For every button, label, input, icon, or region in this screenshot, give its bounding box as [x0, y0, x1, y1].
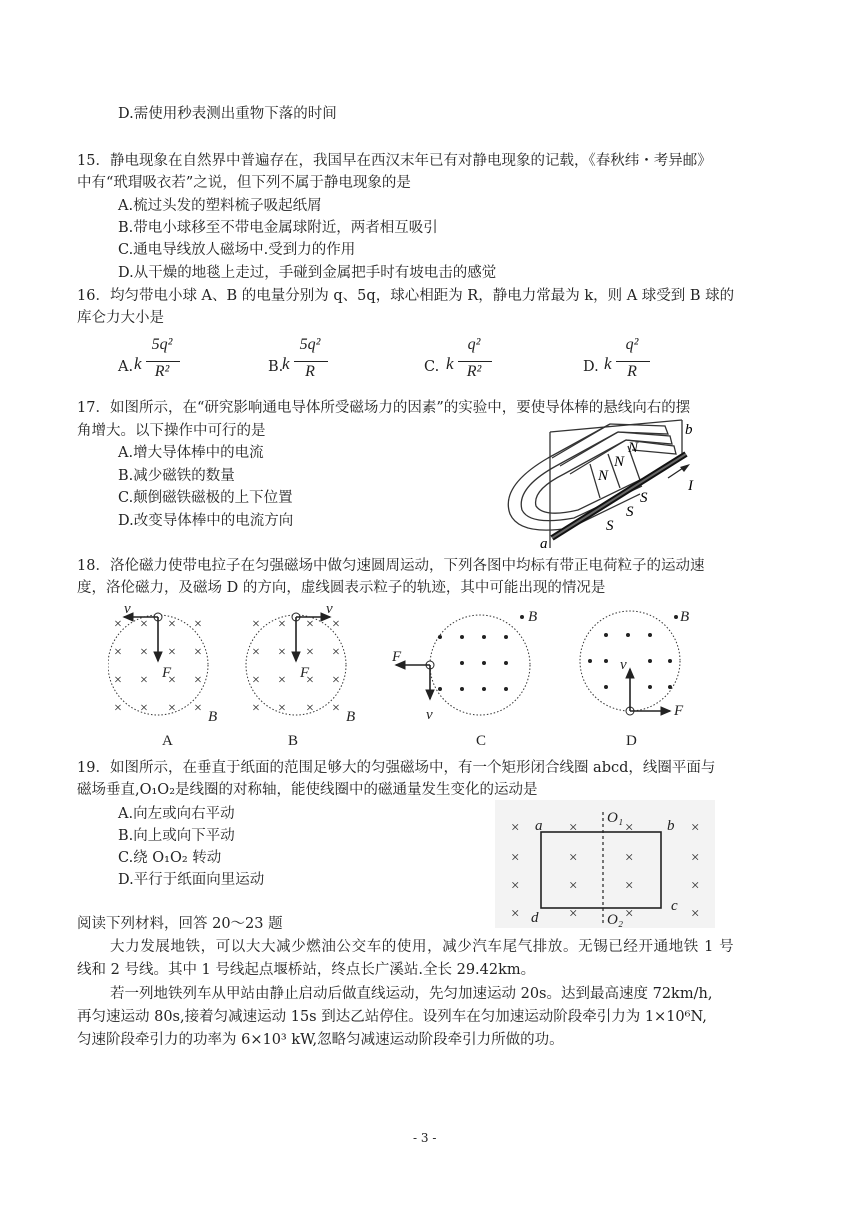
- numerator: q²: [625, 336, 639, 353]
- svg-text:×: ×: [511, 820, 520, 836]
- reading-paragraph2-line2: 再匀速运动 80s,接着匀减速运动 15s 到达乙站停住。设列车在匀加速运动阶段牵引力为 1×10⁶N,: [77, 1009, 707, 1025]
- magnet-label-s1: S: [640, 490, 648, 506]
- svg-text:×: ×: [168, 617, 176, 632]
- figure-caption: B: [288, 733, 299, 749]
- q17-stem-line1: 17．如图所示，在“研究影响通电导体所受磁场力的因素”的实验中，要使导体棒的悬线向右的摆: [77, 400, 691, 416]
- axis-label-o2: O₂: [607, 912, 624, 928]
- svg-text:×: ×: [625, 906, 634, 922]
- magnet-label-s2: S: [626, 504, 634, 520]
- denominator: R: [627, 363, 637, 380]
- q19-option-a: A.向左或向右平动: [118, 806, 235, 822]
- current-label: I: [688, 478, 693, 494]
- svg-text:×: ×: [194, 673, 202, 688]
- svg-text:×: ×: [168, 645, 176, 660]
- q18-stem-line1: 18．洛伦磁力使带电拉子在匀强磁场中做匀速圆周运动，下列各图中均标有带正电荷粒子的运动速: [77, 558, 705, 574]
- svg-text:×: ×: [691, 820, 700, 836]
- force-label: F: [674, 703, 684, 719]
- reading-intro: 阅读下列材料，回答 20～23 题: [77, 916, 283, 932]
- corner-a: a: [535, 818, 543, 834]
- q15-option-c: C.通电导线放人磁场中.受到力的作用: [118, 242, 356, 258]
- q18-figure-d: [580, 609, 689, 749]
- numerator: q²: [467, 336, 481, 353]
- q16-stem-line2: 库仑力大小是: [77, 310, 164, 326]
- numerator: 5q²: [299, 336, 321, 353]
- q18-stem-line2: 度，洛伦磁力，及磁场 D 的方向，虚线圆表示粒子的轨迹，其中可能出现的情况是: [77, 580, 606, 596]
- force-label: F: [300, 665, 310, 681]
- svg-text:×: ×: [625, 878, 634, 894]
- q19-option-c: C.绕 O₁O₂ 转动: [118, 850, 222, 866]
- svg-text:×: ×: [691, 906, 700, 922]
- velocity-label: v: [426, 707, 433, 723]
- q17-option-a: A.增大导体棒中的电流: [118, 445, 264, 461]
- svg-text:×: ×: [194, 645, 202, 660]
- svg-text:×: ×: [569, 878, 578, 894]
- svg-text:×: ×: [625, 850, 634, 866]
- svg-text:×: ×: [278, 673, 286, 688]
- numerator: 5q²: [151, 336, 173, 353]
- magnet-label-n3: N: [598, 468, 609, 484]
- svg-text:×: ×: [625, 820, 634, 836]
- field-label: B: [680, 609, 690, 625]
- axis-label-o1: O₁: [607, 810, 624, 826]
- force-label: F: [162, 665, 172, 681]
- svg-text:×: ×: [511, 906, 520, 922]
- q16-option-d-label: D.: [583, 359, 599, 375]
- svg-text:×: ×: [332, 673, 340, 688]
- corner-d: d: [531, 910, 539, 926]
- svg-text:×: ×: [511, 878, 520, 894]
- svg-text:×: ×: [278, 645, 286, 660]
- svg-text:×: ×: [306, 701, 314, 716]
- q15-option-b: B.带电小球移至不带电金属球附近，两者相互吸引: [118, 220, 438, 236]
- q18-figure-b: [246, 603, 355, 749]
- corner-b: b: [667, 818, 675, 834]
- svg-text:×: ×: [306, 645, 314, 660]
- q19-coil-figure: [495, 800, 715, 928]
- reading-paragraph2-line1: 若一列地铁列车从甲站由静止启动后做直线运动，先匀加速运动 20s。达到最高速度 72km/h,: [110, 986, 713, 1002]
- q18-figure-c: [391, 609, 537, 749]
- svg-text:×: ×: [691, 878, 700, 894]
- svg-text:×: ×: [194, 617, 202, 632]
- velocity-label: v: [326, 603, 333, 617]
- coulomb-constant: k: [282, 354, 290, 373]
- magnet-label-n1: N: [628, 440, 639, 456]
- denominator: R: [305, 363, 315, 380]
- field-label: B: [346, 709, 356, 725]
- svg-text:×: ×: [252, 617, 260, 632]
- svg-text:×: ×: [252, 701, 260, 716]
- svg-text:×: ×: [511, 850, 520, 866]
- q18-figure-a: [108, 603, 217, 749]
- q17-option-b: B.减少磁铁的数量: [118, 468, 235, 484]
- svg-text:×: ×: [168, 701, 176, 716]
- q19-option-b: B.向上或向下平动: [118, 828, 235, 844]
- figure-caption: D: [626, 733, 637, 749]
- fraction-bar: [146, 361, 180, 362]
- denominator: R²: [466, 363, 482, 380]
- corner-c: c: [671, 898, 678, 914]
- svg-text:×: ×: [332, 701, 340, 716]
- svg-text:×: ×: [569, 906, 578, 922]
- velocity-label: v: [124, 603, 131, 617]
- svg-text:×: ×: [306, 617, 314, 632]
- svg-text:×: ×: [140, 701, 148, 716]
- reading-paragraph1-line2: 线和 2 号线。其中 1 号线起点堰桥站，终点长广溪站.全长 29.42km。: [77, 962, 536, 978]
- svg-text:×: ×: [168, 673, 176, 688]
- svg-text:×: ×: [252, 645, 260, 660]
- coulomb-constant: k: [134, 354, 142, 373]
- q15-option-a: A.梳过头发的塑料梳子吸起纸屑: [118, 198, 322, 214]
- q19-stem-line1: 19．如图所示，在垂直于纸面的范围足够大的匀强磁场中，有一个矩形闭合线圈 abcd，线圈平面与: [77, 760, 716, 776]
- magnet-label-n2: N: [614, 454, 625, 470]
- q14-option-d: D.需使用秒表测出重物下落的时间: [118, 106, 337, 122]
- svg-text:×: ×: [332, 617, 340, 632]
- fraction-bar: [294, 361, 328, 362]
- svg-text:×: ×: [114, 617, 122, 632]
- svg-text:×: ×: [332, 645, 340, 660]
- figure-caption: A: [162, 733, 173, 749]
- reading-paragraph1-line1: 大力发展地铁，可以大大减少燃油公交车的使用，减少汽车尾气排放。无锡已经开通地铁 1 号: [110, 939, 735, 955]
- page-number: - 3 -: [413, 1131, 437, 1145]
- coulomb-constant: k: [604, 354, 612, 373]
- q19-stem-line2: 磁场垂直,O₁O₂是线圈的对称轴，能使线圈中的磁通量发生变化的运动是: [77, 782, 538, 798]
- fraction-bar: [616, 361, 650, 362]
- q17-option-c: C.颠倒磁铁磁极的上下位置: [118, 490, 293, 506]
- q16-stem-line1: 16．均匀带电小球 A、B 的电量分别为 q、5q，球心相距为 R，静电力常最为 k，则 A 球受到 B 球的: [77, 288, 735, 304]
- fraction-bar: [458, 361, 492, 362]
- svg-text:×: ×: [569, 850, 578, 866]
- svg-text:×: ×: [140, 645, 148, 660]
- reading-paragraph2-line3: 匀速阶段牵引力的功率为 6×10³ kW,忽略匀减速运动阶段牵引力所做的功。: [77, 1032, 564, 1048]
- svg-text:×: ×: [569, 820, 578, 836]
- svg-text:×: ×: [691, 850, 700, 866]
- q16-option-c-label: C.: [424, 359, 440, 375]
- q17-magnet-figure: [490, 418, 705, 550]
- force-label: F: [392, 649, 402, 665]
- svg-text:×: ×: [278, 701, 286, 716]
- q15-stem-line2: 中有“玳瑁吸衣若”之说，但下列不属于静电现象的是: [77, 175, 411, 191]
- rod-end-a: a: [540, 536, 548, 550]
- svg-text:×: ×: [140, 673, 148, 688]
- denominator: R²: [154, 363, 170, 380]
- svg-text:×: ×: [278, 617, 286, 632]
- rod-end-b: b: [685, 422, 693, 438]
- q19-option-d: D.平行于纸面向里运动: [118, 872, 265, 888]
- q17-option-d: D.改变导体棒中的电流方向: [118, 513, 294, 529]
- svg-text:×: ×: [252, 673, 260, 688]
- figure-caption: C: [476, 733, 487, 749]
- q15-option-d: D.从干燥的地毯上走过，手碰到金属把手时有坡电击的感觉: [118, 265, 497, 281]
- field-label: B: [528, 609, 538, 625]
- velocity-label: v: [620, 657, 627, 673]
- svg-text:×: ×: [194, 701, 202, 716]
- q16-option-b-label: B.: [268, 359, 284, 375]
- svg-text:×: ×: [114, 645, 122, 660]
- q18-figures: [108, 603, 708, 751]
- q15-stem-line1: 15．静电现象在自然界中普遍存在，我国早在西汉末年已有对静电现象的记载，《春秋纬・考异邮》: [77, 153, 712, 169]
- coulomb-constant: k: [446, 354, 454, 373]
- svg-text:×: ×: [114, 673, 122, 688]
- q16-option-a-label: A.: [118, 359, 134, 375]
- svg-text:×: ×: [114, 701, 122, 716]
- magnet-label-s3: S: [606, 518, 614, 534]
- field-label: B: [208, 709, 218, 725]
- q17-stem-line2: 角增大。以下操作中可行的是: [77, 423, 266, 439]
- svg-text:×: ×: [140, 617, 148, 632]
- svg-text:×: ×: [306, 673, 314, 688]
